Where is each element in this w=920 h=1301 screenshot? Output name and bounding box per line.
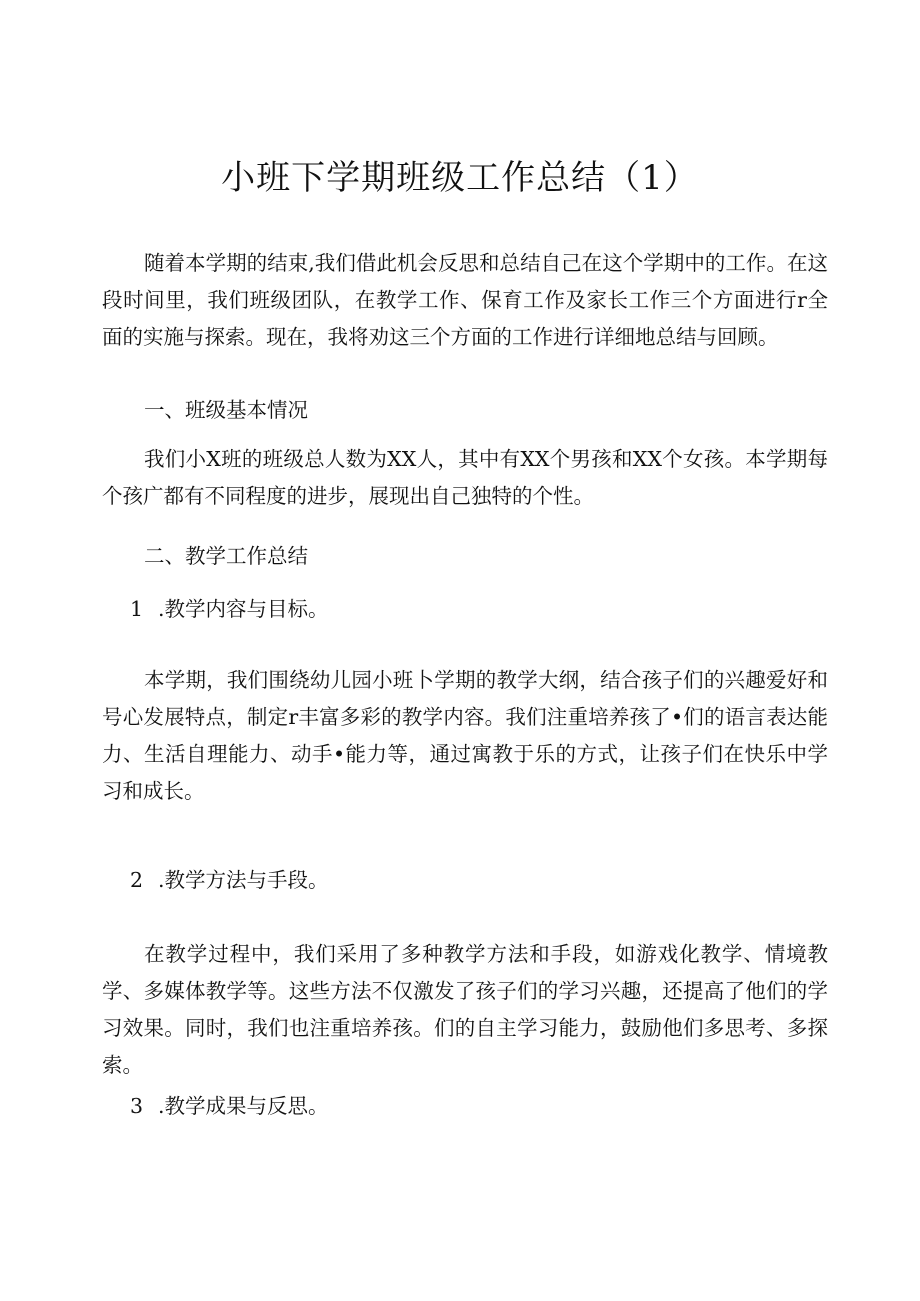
item2-label: .教学方法与手段。 (158, 868, 329, 892)
item2-number: 2 (130, 868, 144, 892)
item3-heading (130, 1088, 329, 1125)
item1-number: 1 (130, 597, 144, 621)
item2-heading (130, 862, 329, 899)
item3-number: 3 (130, 1094, 144, 1118)
page-title: 小班下学期班级工作总结（1） (221, 158, 699, 198)
item3-label: .教学成果与反思。 (158, 1094, 329, 1118)
item1-label: .教学内容与目标。 (158, 597, 329, 621)
item1-paragraph: 本学期，我们围绕幼儿园小班卜学期的教学大纲，结合孩子们的兴趣爱好和号心发展特点，制定r丰富多彩的教学内容。我们注重培养孩了•们的语言表达能力、生活自理能力、动手•能力等，通过寓教于乐的方式，让孩子们在快乐中学习和成长。 (102, 668, 828, 803)
section1-heading: 一、班级基本情况 (144, 398, 308, 422)
item1-heading (130, 591, 329, 628)
section1-paragraph: 我们小X班的班级总人数为XX人，其中有XX个男孩和XX个女孩。本学期每个孩广都有不同程度的进步，展现出自己独特的个性。 (102, 447, 828, 508)
section2-heading: 二、教学工作总结 (144, 544, 308, 568)
item2-paragraph: 在教学过程中，我们采用了多种教学方法和手段，如游戏化教学、情境教学、多媒体教学等。这些方法不仅激发了孩子们的学习兴趣，还提高了他们的学习效果。同时，我们也注重培养孩。们的自主学习能力，鼓励他们多思考、多探索。 (102, 942, 828, 1077)
intro-paragraph: 随着本学期的结束,我们借此机会反思和总结自己在这个学期中的工作。在这段时间里，我们班级团队，在教学工作、保育工作及家长工作三个方面进行r全面的实施与探索。现在，我将劝这三个方面的工作进行详细地总结与回顾。 (102, 251, 828, 349)
